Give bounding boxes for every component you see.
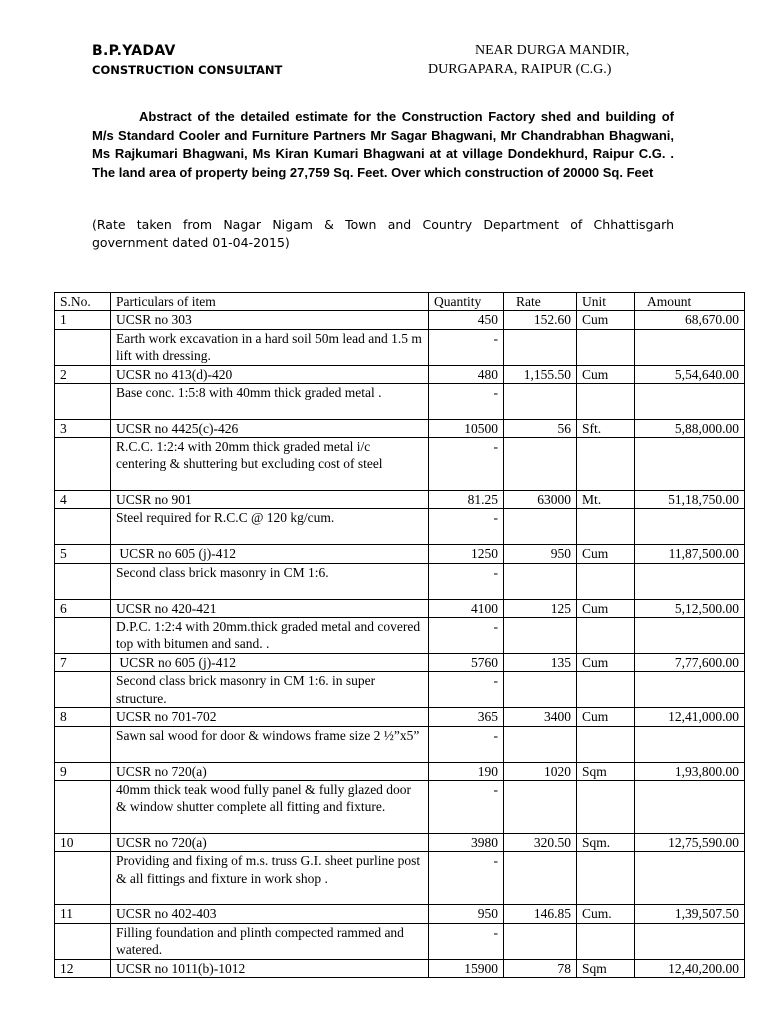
- row-unit: Cum: [577, 545, 635, 563]
- row-sno-empty: [55, 438, 111, 491]
- row-amount-empty: [635, 438, 745, 491]
- table-row: [55, 419, 745, 437]
- row-sno-empty: [55, 618, 111, 654]
- table-row: [55, 599, 745, 617]
- row-quantity: 480: [429, 365, 504, 383]
- row-unit: Sqm.: [577, 833, 635, 851]
- row-quantity: 190: [429, 762, 504, 780]
- table-row-description: [55, 780, 745, 833]
- abstract-heading: Abstract of the detailed estimate for the Construction Factory shed and building of M/s Standard Cooler and Furniture Partners Mr Sagar Bhagwani, Mr Chandrabhan Bhagwani, Ms Rajkumari Bhagwani, Ms Kiran Kumari Bhagwani at at village Dondekhurd, Raipur C.G. . The land area of property being 27,759 Sq. Feet. Over which construction of 20000 Sq. Feet: [92, 109, 674, 180]
- table-row-description: [55, 383, 745, 419]
- row-quantity-dash: -: [429, 618, 504, 654]
- row-rate-empty: [504, 618, 577, 654]
- row-description: Steel required for R.C.C @ 120 kg/cum.: [111, 509, 429, 545]
- row-amount: 12,40,200.00: [635, 959, 745, 977]
- rate-note: (Rate taken from Nagar Nigam & Town and Country Department of Chhattisgarh government dated 01-04-2015): [92, 217, 674, 250]
- table-row: [55, 654, 745, 672]
- row-rate-empty: [504, 726, 577, 762]
- row-rate: 1020: [504, 762, 577, 780]
- row-unit-empty: [577, 383, 635, 419]
- row-unit-empty: [577, 509, 635, 545]
- row-rate-empty: [504, 509, 577, 545]
- row-amount: 51,18,750.00: [635, 491, 745, 509]
- row-unit: Sqm: [577, 959, 635, 977]
- row-amount-empty: [635, 726, 745, 762]
- table-row: [55, 762, 745, 780]
- row-amount: 68,670.00: [635, 311, 745, 329]
- row-ucsr-code: UCSR no 303: [111, 311, 429, 329]
- row-rate: 1,155.50: [504, 365, 577, 383]
- row-description: Second class brick masonry in CM 1:6.: [111, 563, 429, 599]
- row-rate-empty: [504, 329, 577, 365]
- row-description: Sawn sal wood for door & windows frame size 2 ½”x5”: [111, 726, 429, 762]
- row-unit: Mt.: [577, 491, 635, 509]
- row-amount-empty: [635, 780, 745, 833]
- row-description: Second class brick masonry in CM 1:6. in super structure.: [111, 672, 429, 708]
- row-unit: Cum: [577, 708, 635, 726]
- row-ucsr-code: UCSR no 720(a): [111, 762, 429, 780]
- row-rate-empty: [504, 563, 577, 599]
- row-amount-empty: [635, 509, 745, 545]
- row-unit-empty: [577, 852, 635, 905]
- row-sno: 11: [55, 905, 111, 923]
- consultant-name: B.P.YADAV: [92, 43, 176, 59]
- row-unit: Sft.: [577, 419, 635, 437]
- row-quantity: 450: [429, 311, 504, 329]
- row-unit-empty: [577, 672, 635, 708]
- row-rate: 63000: [504, 491, 577, 509]
- row-ucsr-code: UCSR no 413(d)-420: [111, 365, 429, 383]
- row-quantity: 15900: [429, 959, 504, 977]
- row-description: Earth work excavation in a hard soil 50m lead and 1.5 m lift with dressing.: [111, 329, 429, 365]
- row-sno: 1: [55, 311, 111, 329]
- row-sno-empty: [55, 923, 111, 959]
- row-quantity-dash: -: [429, 672, 504, 708]
- row-quantity: 1250: [429, 545, 504, 563]
- row-amount: 5,88,000.00: [635, 419, 745, 437]
- table-row: [55, 491, 745, 509]
- table-row-description: [55, 438, 745, 491]
- row-quantity: 81.25: [429, 491, 504, 509]
- row-rate: 3400: [504, 708, 577, 726]
- row-ucsr-code: UCSR no 701-702: [111, 708, 429, 726]
- row-sno-empty: [55, 780, 111, 833]
- row-quantity-dash: -: [429, 438, 504, 491]
- row-sno: 5: [55, 545, 111, 563]
- row-quantity-dash: -: [429, 726, 504, 762]
- table-row-description: [55, 329, 745, 365]
- row-description: Filling foundation and plinth compected rammed and watered.: [111, 923, 429, 959]
- row-ucsr-code: UCSR no 4425(c)-426: [111, 419, 429, 437]
- row-amount-empty: [635, 672, 745, 708]
- row-rate: 146.85: [504, 905, 577, 923]
- row-quantity-dash: -: [429, 509, 504, 545]
- row-amount: 12,41,000.00: [635, 708, 745, 726]
- row-rate-empty: [504, 780, 577, 833]
- table-row-description: [55, 852, 745, 905]
- table-row: [55, 959, 745, 977]
- row-sno: 9: [55, 762, 111, 780]
- row-unit: Cum: [577, 654, 635, 672]
- row-quantity: 365: [429, 708, 504, 726]
- row-sno: 4: [55, 491, 111, 509]
- row-sno: 6: [55, 599, 111, 617]
- row-amount-empty: [635, 329, 745, 365]
- row-rate-empty: [504, 438, 577, 491]
- table-row: [55, 545, 745, 563]
- row-amount-empty: [635, 852, 745, 905]
- col-header-amount: Amount: [635, 293, 745, 311]
- row-rate: 152.60: [504, 311, 577, 329]
- row-sno: 7: [55, 654, 111, 672]
- row-rate: 950: [504, 545, 577, 563]
- table-header-row: [55, 293, 745, 311]
- row-rate: 320.50: [504, 833, 577, 851]
- table-row-description: [55, 563, 745, 599]
- table-row-description: [55, 726, 745, 762]
- row-sno-empty: [55, 672, 111, 708]
- row-sno: 12: [55, 959, 111, 977]
- row-quantity: 950: [429, 905, 504, 923]
- row-rate-empty: [504, 672, 577, 708]
- row-amount-empty: [635, 618, 745, 654]
- row-sno-empty: [55, 563, 111, 599]
- row-ucsr-code: UCSR no 1011(b)-1012: [111, 959, 429, 977]
- table-row: [55, 311, 745, 329]
- row-amount-empty: [635, 563, 745, 599]
- row-ucsr-code: UCSR no 720(a): [111, 833, 429, 851]
- table-row: [55, 365, 745, 383]
- row-amount: 7,77,600.00: [635, 654, 745, 672]
- row-amount: 1,93,800.00: [635, 762, 745, 780]
- row-unit: Cum: [577, 365, 635, 383]
- row-amount: 11,87,500.00: [635, 545, 745, 563]
- row-quantity-dash: -: [429, 383, 504, 419]
- address-line-2: DURGAPARA, RAIPUR (C.G.): [428, 62, 612, 77]
- consultant-role: CONSTRUCTION CONSULTANT: [92, 63, 283, 77]
- table-row-description: [55, 509, 745, 545]
- row-rate-empty: [504, 923, 577, 959]
- estimate-table: [54, 292, 745, 978]
- row-unit-empty: [577, 438, 635, 491]
- row-quantity: 10500: [429, 419, 504, 437]
- row-unit-empty: [577, 726, 635, 762]
- row-ucsr-code: UCSR no 605 (j)-412: [111, 654, 429, 672]
- row-amount: 1,39,507.50: [635, 905, 745, 923]
- row-unit: Cum.: [577, 905, 635, 923]
- table-row-description: [55, 672, 745, 708]
- row-amount: 5,54,640.00: [635, 365, 745, 383]
- row-unit-empty: [577, 780, 635, 833]
- row-sno: 2: [55, 365, 111, 383]
- col-header-particulars: Particulars of item: [111, 293, 429, 311]
- row-sno: 3: [55, 419, 111, 437]
- row-description: Providing and fixing of m.s. truss G.I. sheet purline post & all fittings and fixture in work shop .: [111, 852, 429, 905]
- table-row-description: [55, 618, 745, 654]
- row-sno: 10: [55, 833, 111, 851]
- row-quantity-dash: -: [429, 780, 504, 833]
- col-header-sno: S.No.: [55, 293, 111, 311]
- row-description: Base conc. 1:5:8 with 40mm thick graded metal .: [111, 383, 429, 419]
- row-amount: 12,75,590.00: [635, 833, 745, 851]
- row-sno-empty: [55, 383, 111, 419]
- row-rate-empty: [504, 383, 577, 419]
- row-sno-empty: [55, 852, 111, 905]
- row-quantity-dash: -: [429, 852, 504, 905]
- col-header-unit: Unit: [577, 293, 635, 311]
- row-unit-empty: [577, 563, 635, 599]
- row-rate: 135: [504, 654, 577, 672]
- row-unit: Cum: [577, 311, 635, 329]
- row-rate: 78: [504, 959, 577, 977]
- row-description: D.P.C. 1:2:4 with 20mm.thick graded metal and covered top with bitumen and sand. .: [111, 618, 429, 654]
- address-line-1: NEAR DURGA MANDIR,: [475, 43, 630, 58]
- row-unit: Cum: [577, 599, 635, 617]
- row-unit-empty: [577, 329, 635, 365]
- row-ucsr-code: UCSR no 420-421: [111, 599, 429, 617]
- row-quantity: 5760: [429, 654, 504, 672]
- row-amount-empty: [635, 383, 745, 419]
- table-row: [55, 833, 745, 851]
- row-unit: Sqm: [577, 762, 635, 780]
- row-description: 40mm thick teak wood fully panel & fully glazed door & window shutter complete all fitting and fixture.: [111, 780, 429, 833]
- table-row: [55, 708, 745, 726]
- row-quantity: 4100: [429, 599, 504, 617]
- row-rate: 125: [504, 599, 577, 617]
- row-quantity: 3980: [429, 833, 504, 851]
- row-sno: 8: [55, 708, 111, 726]
- row-description: R.C.C. 1:2:4 with 20mm thick graded metal i/c centering & shuttering but excluding cost of steel: [111, 438, 429, 491]
- row-quantity-dash: -: [429, 329, 504, 365]
- row-rate-empty: [504, 852, 577, 905]
- table-row: [55, 905, 745, 923]
- row-sno-empty: [55, 726, 111, 762]
- row-sno-empty: [55, 509, 111, 545]
- row-quantity-dash: -: [429, 923, 504, 959]
- row-amount-empty: [635, 923, 745, 959]
- row-ucsr-code: UCSR no 901: [111, 491, 429, 509]
- row-ucsr-code: UCSR no 605 (j)-412: [111, 545, 429, 563]
- col-header-rate: Rate: [504, 293, 577, 311]
- row-ucsr-code: UCSR no 402-403: [111, 905, 429, 923]
- row-amount: 5,12,500.00: [635, 599, 745, 617]
- row-unit-empty: [577, 923, 635, 959]
- row-quantity-dash: -: [429, 563, 504, 599]
- table-row-description: [55, 923, 745, 959]
- row-sno-empty: [55, 329, 111, 365]
- row-rate: 56: [504, 419, 577, 437]
- col-header-quantity: Quantity: [429, 293, 504, 311]
- row-unit-empty: [577, 618, 635, 654]
